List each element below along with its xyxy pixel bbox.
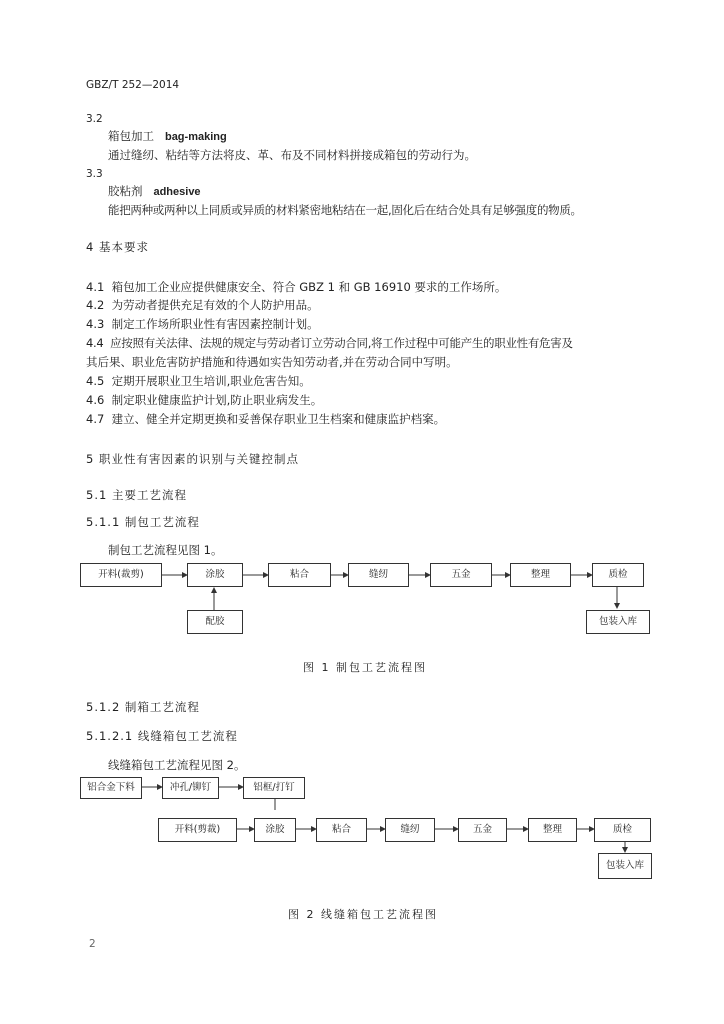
def-number: 3.3 — [86, 168, 103, 180]
item-text: 制定工作场所职业性有害因素控制计划。 — [111, 317, 319, 331]
flow-box: 整理 — [510, 563, 571, 587]
flow-box: 粘合 — [316, 818, 367, 842]
flow-box: 铝合金下料 — [80, 777, 142, 799]
flow-box: 缝纫 — [348, 563, 409, 587]
figure-caption: 图 2 线缝箱包工艺流程图 — [288, 908, 438, 921]
flow-box: 冲孔/铆钉 — [162, 777, 219, 799]
flow-box: 铝框/打钉 — [243, 777, 305, 799]
subsection-title: 5.1 主要工艺流程 — [86, 488, 187, 502]
item-text: 其后果、职业危害防护措施和待遇如实告知劳动者,并在劳动合同中写明。 — [86, 355, 458, 369]
item-text: 箱包加工企业应提供健康安全、符合 GBZ 1 和 GB 16910 要求的工作场所。 — [111, 280, 507, 294]
flow-box: 包装入库 — [598, 853, 652, 879]
item-number: 4.2 — [86, 298, 105, 312]
item-text: 建立、健全并定期更换和妥善保存职业卫生档案和健康监护档案。 — [111, 412, 446, 426]
flow-box: 涂胶 — [187, 563, 243, 587]
figure-caption: 图 1 制包工艺流程图 — [303, 661, 427, 674]
flow-box: 配胶 — [187, 610, 243, 634]
item-number: 4.5 — [86, 374, 105, 388]
flow-box: 五金 — [458, 818, 507, 842]
def-term-cn: 胶粘剂 — [108, 184, 143, 198]
figure-intro: 线缝箱包工艺流程见图 2。 — [108, 758, 246, 772]
section-title: 4 基本要求 — [86, 240, 149, 254]
flow-box: 质检 — [592, 563, 644, 587]
flow-box: 质检 — [594, 818, 651, 842]
def-term-en: adhesive — [153, 186, 201, 198]
flow-box: 粘合 — [268, 563, 331, 587]
item-text: 制定职业健康监护计划,防止职业病发生。 — [111, 393, 323, 407]
section-title: 5 职业性有害因素的识别与关键控制点 — [86, 452, 299, 466]
figure-intro: 制包工艺流程见图 1。 — [108, 543, 223, 557]
item-number: 4.7 — [86, 412, 105, 426]
item-text: 应按照有关法律、法规的规定与劳动者订立劳动合同,将工作过程中可能产生的职业性有危害及 — [110, 336, 573, 350]
standard-code: GBZ/T 252—2014 — [86, 79, 180, 91]
subsection-title: 5.1.2.1 线缝箱包工艺流程 — [86, 729, 238, 743]
def-text: 通过缝纫、粘结等方法将皮、革、布及不同材料拼接成箱包的劳动行为。 — [108, 148, 476, 162]
flow-box: 缝纫 — [385, 818, 435, 842]
subsection-title: 5.1.1 制包工艺流程 — [86, 515, 200, 529]
flow-box: 整理 — [528, 818, 577, 842]
item-text: 定期开展职业卫生培训,职业危害告知。 — [111, 374, 311, 388]
page-number: 2 — [89, 938, 96, 950]
flow-box: 开料(剪裁) — [158, 818, 237, 842]
def-number: 3.2 — [86, 113, 103, 125]
flow-box: 涂胶 — [254, 818, 296, 842]
item-text: 为劳动者提供充足有效的个人防护用品。 — [111, 298, 319, 312]
flow-box: 开料(裁剪) — [80, 563, 162, 587]
item-number: 4.4 — [86, 336, 104, 350]
flow-box: 五金 — [430, 563, 492, 587]
def-term-en: bag-making — [164, 131, 227, 143]
def-text: 能把两种或两种以上同质或异质的材料紧密地粘结在一起,固化后在结合处具有足够强度的物质。 — [108, 203, 582, 217]
item-number: 4.1 — [86, 280, 105, 294]
item-number: 4.6 — [86, 393, 105, 407]
def-term-cn: 箱包加工 — [108, 129, 154, 143]
flow-box: 包装入库 — [586, 610, 650, 634]
subsection-title: 5.1.2 制箱工艺流程 — [86, 700, 200, 714]
item-number: 4.3 — [86, 317, 105, 331]
